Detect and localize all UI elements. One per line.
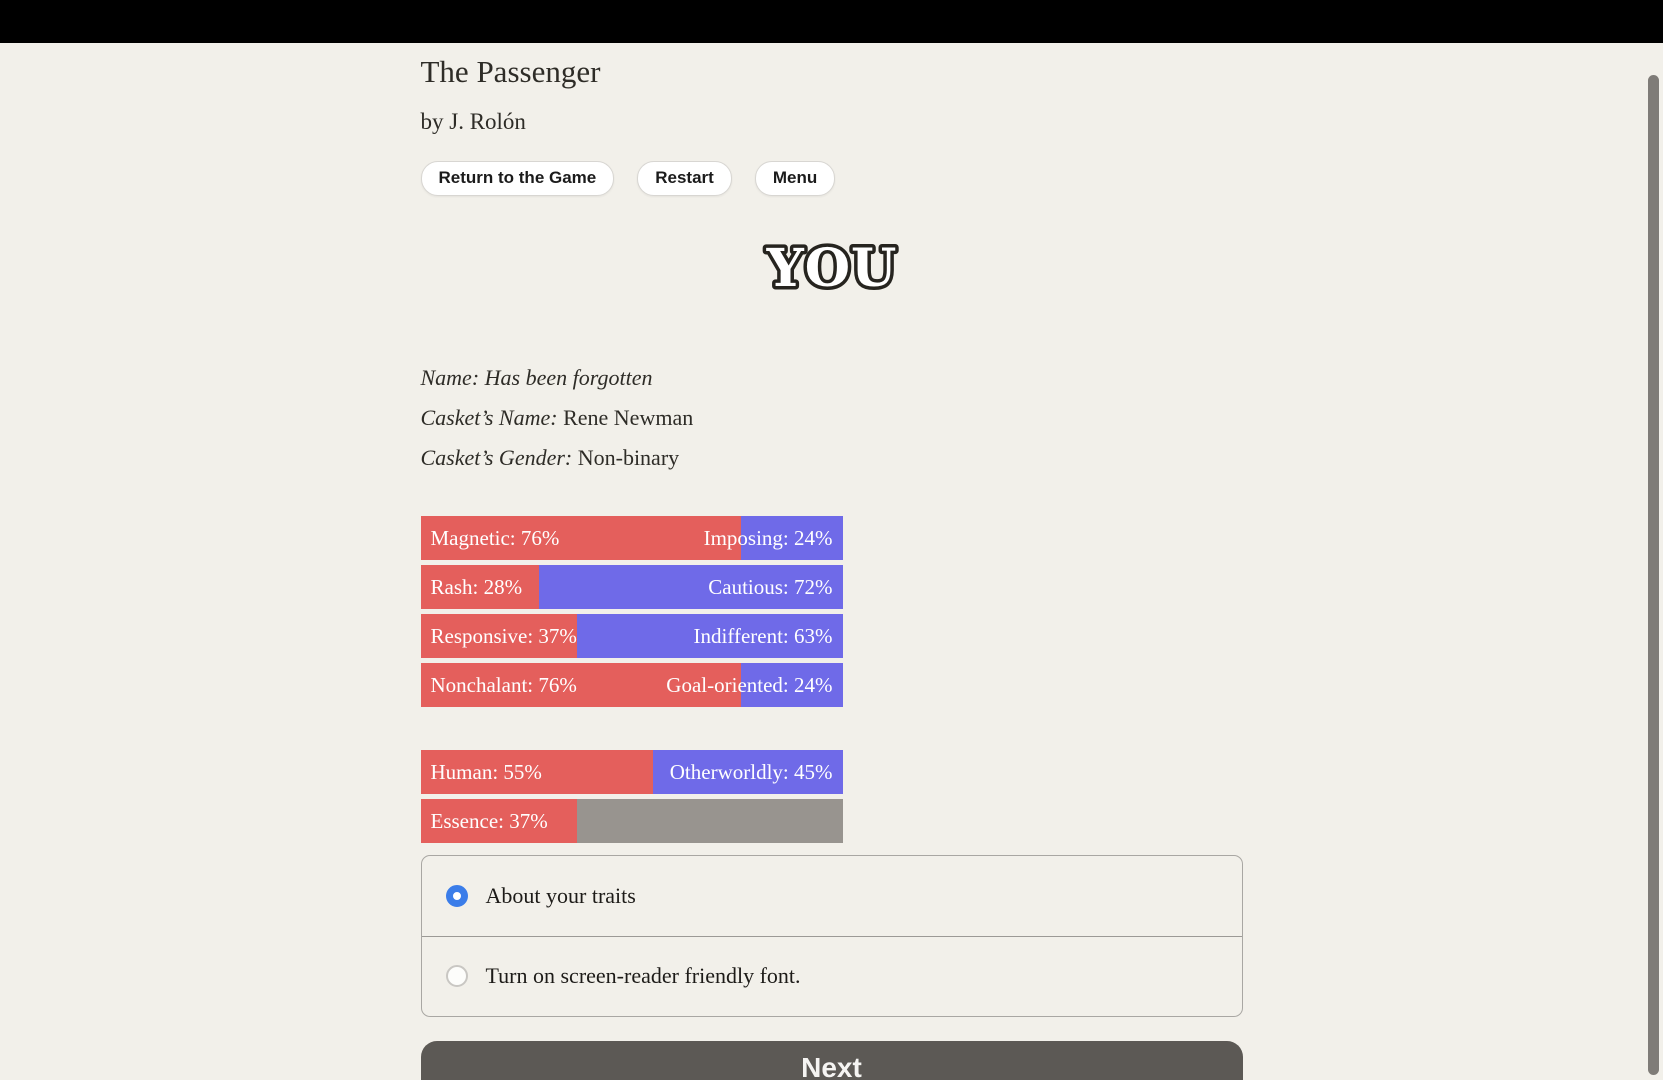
bar-left-label: Essence: 37% <box>430 808 548 833</box>
you-text: YOU <box>766 237 897 298</box>
bar-right-label: Otherworldly: 45% <box>669 759 833 784</box>
restart-button[interactable]: Restart <box>637 161 732 196</box>
bar-right-label: Goal-oriented: 24% <box>666 672 833 697</box>
trait-bars-group <box>421 516 1243 707</box>
bar-left-label: Responsive: 37% <box>430 623 577 648</box>
radio-selected-icon[interactable] <box>446 885 468 907</box>
trait-bar-nonchalant-goaloriented <box>421 663 843 707</box>
return-to-game-button[interactable]: Return to the Game <box>421 161 615 196</box>
name-label: Name: <box>420 364 480 390</box>
option-screen-reader-font[interactable] <box>422 936 1242 1016</box>
bar-left-label: Human: 55% <box>430 759 542 784</box>
option-about-your-traits[interactable] <box>422 856 1242 936</box>
character-info <box>421 358 1243 478</box>
casket-gender-line <box>421 438 1243 478</box>
trait-bar-rash-cautious <box>421 565 843 609</box>
you-bubble-text-svg <box>737 236 927 298</box>
identity-bars-group <box>421 750 1243 843</box>
character-name-line <box>421 358 1243 398</box>
casket-name-line <box>421 398 1243 438</box>
menu-button[interactable]: Menu <box>755 161 835 196</box>
casket-name-value: Rene Newman <box>563 404 694 430</box>
top-black-bar <box>0 0 1663 43</box>
radio-unselected-icon[interactable] <box>446 965 468 987</box>
bar-left-label: Rash: 28% <box>430 574 523 599</box>
trait-bar-magnetic-imposing <box>421 516 843 560</box>
bar-right-label: Indifferent: 63% <box>693 623 833 648</box>
next-button[interactable]: Next <box>421 1041 1243 1080</box>
option-label: About your traits <box>485 882 636 908</box>
game-content <box>421 53 1243 1080</box>
bar-left-label: Nonchalant: 76% <box>430 672 577 697</box>
casket-name-label: Casket’s Name: <box>420 404 558 430</box>
byline: by J. Rolón <box>420 108 526 134</box>
trait-bar-human-otherworldly <box>421 750 843 794</box>
option-label: Turn on screen-reader friendly font. <box>485 963 801 989</box>
you-graphic <box>421 236 1243 298</box>
bar-left-label: Magnetic: 76% <box>430 525 560 550</box>
casket-gender-value: Non-binary <box>577 444 680 470</box>
bar-right-label: Cautious: 72% <box>708 574 833 599</box>
trait-bar-essence <box>421 799 843 843</box>
options-box <box>421 855 1243 1017</box>
bar-right-label: Imposing: 24% <box>703 525 833 550</box>
name-value: Has been forgotten <box>484 364 653 390</box>
toolbar <box>421 161 1243 196</box>
casket-gender-label: Casket’s Gender: <box>420 444 573 470</box>
page-title: The Passenger <box>420 54 601 89</box>
scrollbar-thumb[interactable] <box>1648 75 1659 1075</box>
trait-bar-responsive-indifferent <box>421 614 843 658</box>
